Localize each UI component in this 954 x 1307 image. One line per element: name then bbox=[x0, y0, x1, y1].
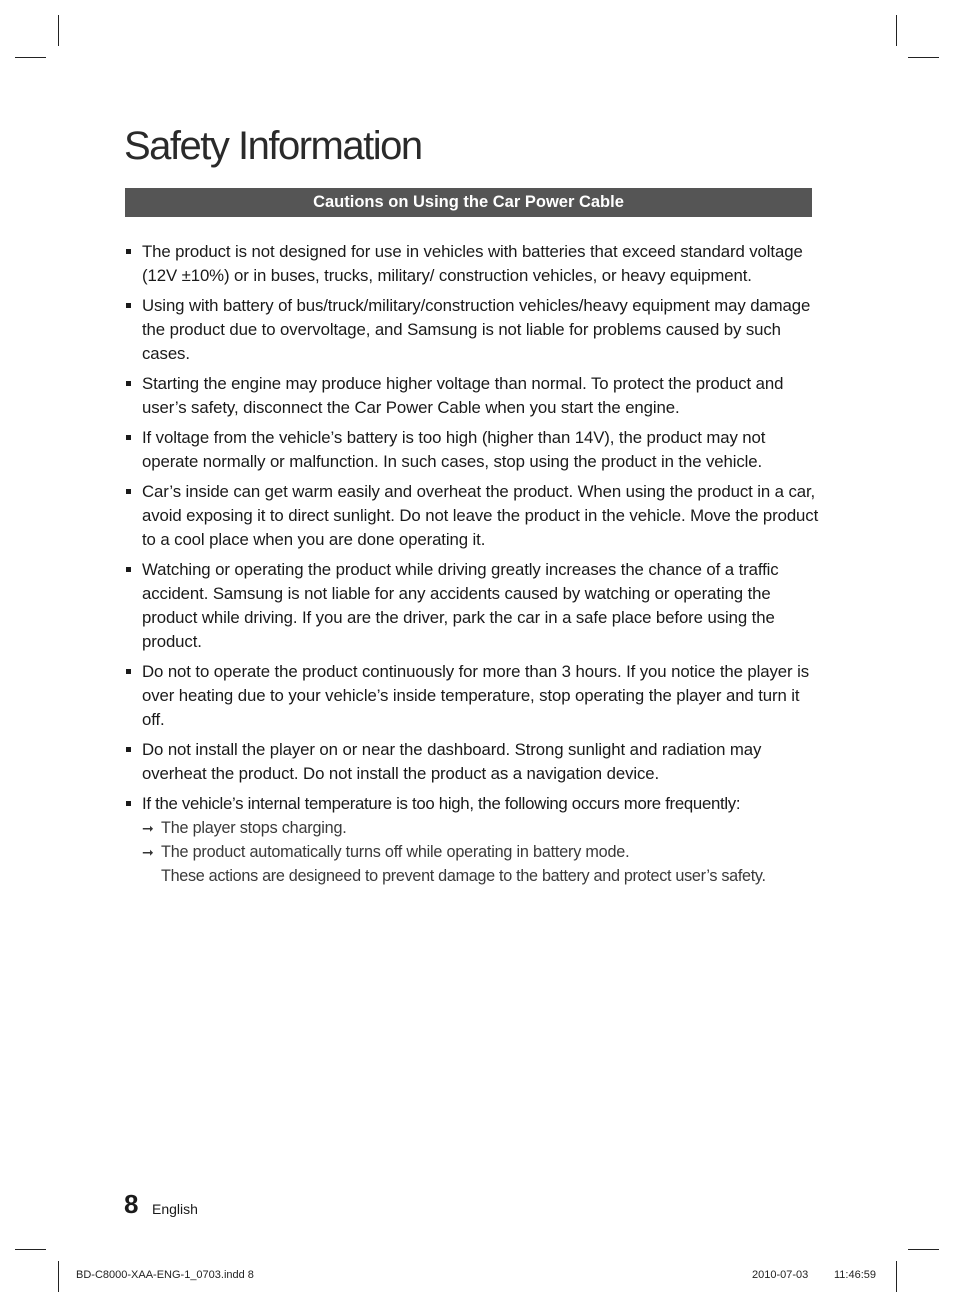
crop-mark bbox=[15, 1249, 46, 1250]
crop-mark bbox=[908, 1249, 939, 1250]
page-language: English bbox=[152, 1201, 198, 1217]
square-bullet-icon bbox=[126, 747, 131, 752]
crop-mark bbox=[58, 1261, 59, 1292]
square-bullet-icon bbox=[126, 669, 131, 674]
caution-item bbox=[125, 660, 820, 732]
caution-item bbox=[125, 240, 820, 288]
caution-item bbox=[125, 738, 820, 786]
caution-item bbox=[125, 426, 820, 474]
square-bullet-icon bbox=[126, 381, 131, 386]
caution-item bbox=[125, 558, 820, 654]
section-header-label: Cautions on Using the Car Power Cable bbox=[313, 193, 624, 211]
caution-text: Starting the engine may produce higher voltage than normal. To protect the product and user’s safety, disconnect the Car Power Cable when you start the engine. bbox=[142, 374, 784, 417]
page-number: 8 bbox=[124, 1189, 139, 1219]
square-bullet-icon bbox=[126, 303, 131, 308]
consequence-list bbox=[142, 816, 820, 864]
caution-text: The product is not designed for use in vehicles with batteries that exceed standard voltage (12V ±10%) or in buses, trucks, military/ construction vehicles, or heavy equipment. bbox=[142, 242, 803, 285]
consequence-item bbox=[142, 840, 820, 864]
caution-text: Watching or operating the product while driving greatly increases the chance of a traffic accident. Samsung is not liable for any accidents caused by watching or operating the product while driving. If you are the driver, park the car in a safe place before using the product. bbox=[142, 560, 779, 651]
caution-item bbox=[125, 480, 820, 552]
page-title: Safety Information bbox=[124, 124, 422, 168]
crop-mark bbox=[908, 57, 939, 58]
square-bullet-icon bbox=[126, 249, 131, 254]
crop-mark bbox=[896, 15, 897, 46]
caution-text: Using with battery of bus/truck/military/construction vehicles/heavy equipment may damage the product due to overvoltage, and Samsung is not liable for problems caused by such cases. bbox=[142, 296, 811, 363]
caution-text: If the vehicle’s internal temperature is too high, the following occurs more frequently: bbox=[142, 794, 741, 813]
caution-item bbox=[125, 372, 820, 420]
arrow-right-icon: ➞ bbox=[142, 844, 154, 860]
square-bullet-icon bbox=[126, 567, 131, 572]
slug-filename: BD-C8000-XAA-ENG-1_0703.indd 8 bbox=[76, 1269, 254, 1281]
square-bullet-icon bbox=[126, 801, 131, 806]
slug-time: 11:46:59 bbox=[834, 1269, 877, 1281]
square-bullet-icon bbox=[126, 435, 131, 440]
caution-text: If voltage from the vehicle’s battery is too high (higher than 14V), the product may not operate normally or malfunction. In such cases, stop using the product in the vehicle. bbox=[142, 428, 766, 471]
caution-text: Do not install the player on or near the dashboard. Strong sunlight and radiation may overheat the product. Do not install the product as a navigation device. bbox=[142, 740, 762, 783]
square-bullet-icon bbox=[126, 489, 131, 494]
safety-note: These actions are designeed to prevent damage to the battery and protect user’s safety. bbox=[161, 867, 766, 885]
arrow-right-icon: ➞ bbox=[142, 820, 154, 836]
caution-item bbox=[125, 294, 820, 366]
crop-mark bbox=[15, 57, 46, 58]
crop-mark bbox=[58, 15, 59, 46]
caution-text: Car’s inside can get warm easily and overheat the product. When using the product in a car, avoid exposing it to direct sunlight. Do not leave the product in the vehicle. Move the product to a cool place when you are done operating it. bbox=[142, 482, 819, 549]
slug-date: 2010-07-03 bbox=[752, 1269, 809, 1281]
crop-mark bbox=[896, 1261, 897, 1292]
caution-text: Do not to operate the product continuously for more than 3 hours. If you notice the player is over heating due to your vehicle’s inside temperature, stop operating the player and turn it off. bbox=[142, 662, 810, 729]
section-header bbox=[125, 188, 812, 217]
consequence-item bbox=[142, 816, 820, 840]
caution-item bbox=[125, 792, 820, 888]
caution-list bbox=[125, 240, 820, 894]
consequence-text: The player stops charging. bbox=[161, 819, 347, 837]
consequence-text: The product automatically turns off while operating in battery mode. bbox=[161, 843, 630, 861]
